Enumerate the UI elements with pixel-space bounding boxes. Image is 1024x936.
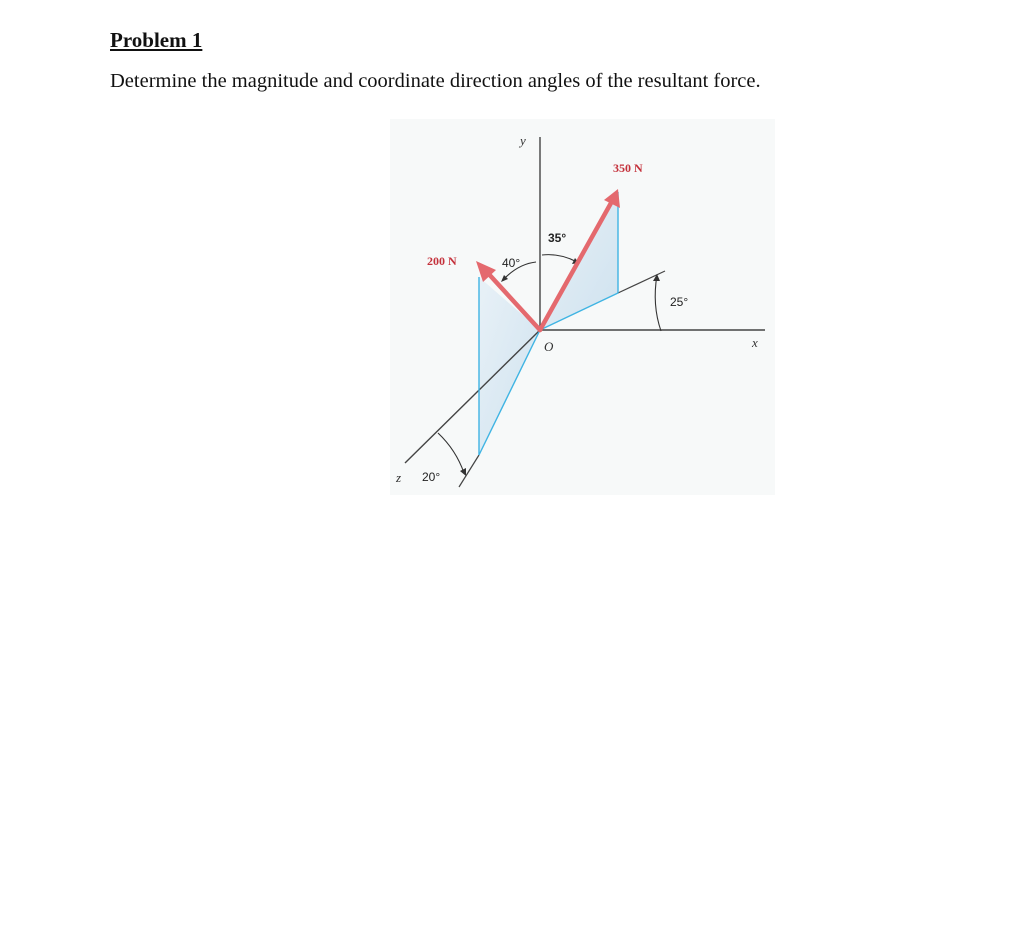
y-axis-label: y	[520, 133, 526, 148]
problem-question: Determine the magnitude and coordinate direction angles of the resultant force.	[110, 70, 761, 92]
problem-heading: Problem 1	[110, 28, 203, 52]
angle-25-label: 25°	[670, 295, 689, 309]
angle-35-label: 35°	[548, 231, 567, 245]
x-axis-label: x	[752, 335, 758, 350]
force-350n-label: 350 N	[613, 161, 643, 175]
z-axis-label: z	[396, 470, 402, 485]
angle-20-label: 20°	[422, 470, 441, 484]
force-diagram	[380, 115, 780, 500]
force-200n-label: 200 N	[427, 254, 457, 268]
force-diagram-svg	[380, 115, 780, 500]
angle-40-label: 40°	[502, 256, 521, 270]
origin-label: O	[544, 339, 554, 354]
